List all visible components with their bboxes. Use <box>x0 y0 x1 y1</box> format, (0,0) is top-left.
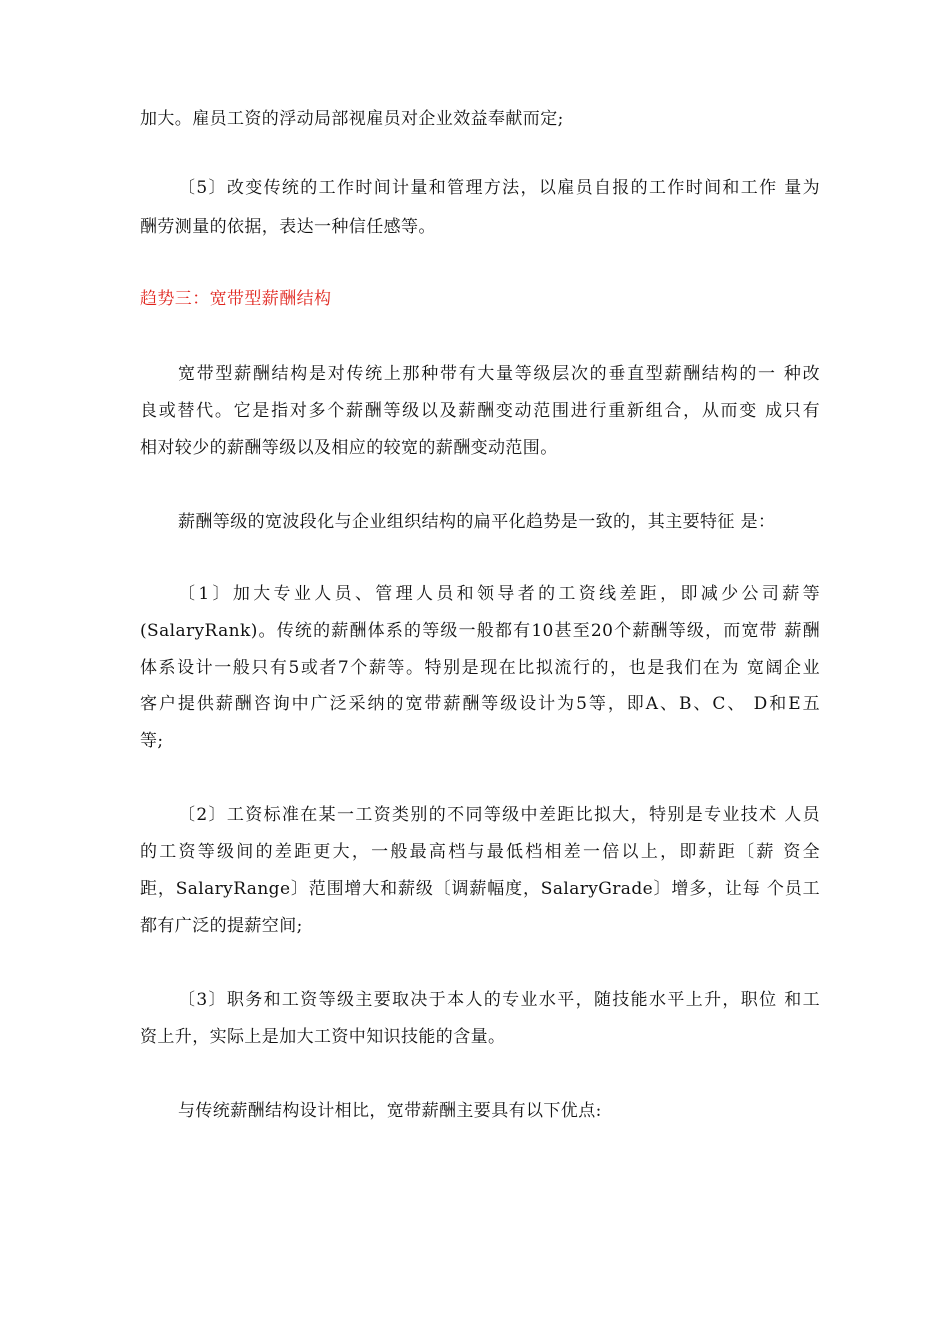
paragraph-line: 与传统薪酬结构设计相比，宽带薪酬主要具有以下优点: <box>178 1101 602 1121</box>
paragraph-line: 宽带型薪酬结构是对传统上那种带有大量等级层次的垂直型薪酬结构的一 种改 <box>178 364 820 384</box>
paragraph-line: 薪酬等级的宽波段化与企业组织结构的扁平化趋势是一致的，其主要特征 是： <box>178 512 776 532</box>
paragraph-line: 良或替代。它是指对多个薪酬等级以及薪酬变动范围进行重新组合，从而变 成只有 <box>140 401 820 421</box>
paragraph-line: 都有广泛的提薪空间; <box>140 916 303 936</box>
paragraph-line: 〔3〕职务和工资等级主要取决于本人的专业水平，随技能水平上升，职位 和工 <box>178 990 820 1010</box>
paragraph-line: 资上升，实际上是加大工资中知识技能的含量。 <box>140 1027 506 1047</box>
paragraph-line: 的工资等级间的差距更大，一般最高档与最低档相差一倍以上，即薪距〔薪 资全 <box>140 842 820 862</box>
paragraph-line: (SalaryRank)。传统的薪酬体系的等级一般都有10甚至20个薪酬等级，而宽带 薪酬 <box>140 621 820 641</box>
paragraph-line: 客户提供薪酬咨询中广泛采纳的宽带薪酬等级设计为5等，即A、B、C、 D和E五 <box>140 694 820 714</box>
paragraph-line: 加大。雇员工资的浮动局部视雇员对企业效益奉献而定; <box>140 109 564 129</box>
paragraph-line: 〔2〕工资标准在某一工资类别的不同等级中差距比拟大，特别是专业技术 人员 <box>178 805 820 825</box>
section-heading: 趋势三：宽带型薪酬结构 <box>140 289 332 309</box>
paragraph-line: 体系设计一般只有5或者7个薪等。特别是现在比拟流行的，也是我们在为 宽阔企业 <box>140 658 820 678</box>
paragraph-line: 〔1〕加大专业人员、管理人员和领导者的工资线差距，即减少公司薪等 <box>178 584 820 604</box>
paragraph-line: 酬劳测量的依据，表达一种信任感等。 <box>140 217 436 237</box>
paragraph-line: 〔5〕改变传统的工作时间计量和管理方法，以雇员自报的工作时间和工作 量为 <box>178 178 820 198</box>
paragraph-line: 等; <box>140 731 164 751</box>
paragraph-line: 相对较少的薪酬等级以及相应的较宽的薪酬变动范围。 <box>140 438 558 458</box>
paragraph-line: 距，SalaryRange〕范围增大和薪级〔调薪幅度，SalaryGrade〕增多，让每 个员工 <box>140 879 820 899</box>
